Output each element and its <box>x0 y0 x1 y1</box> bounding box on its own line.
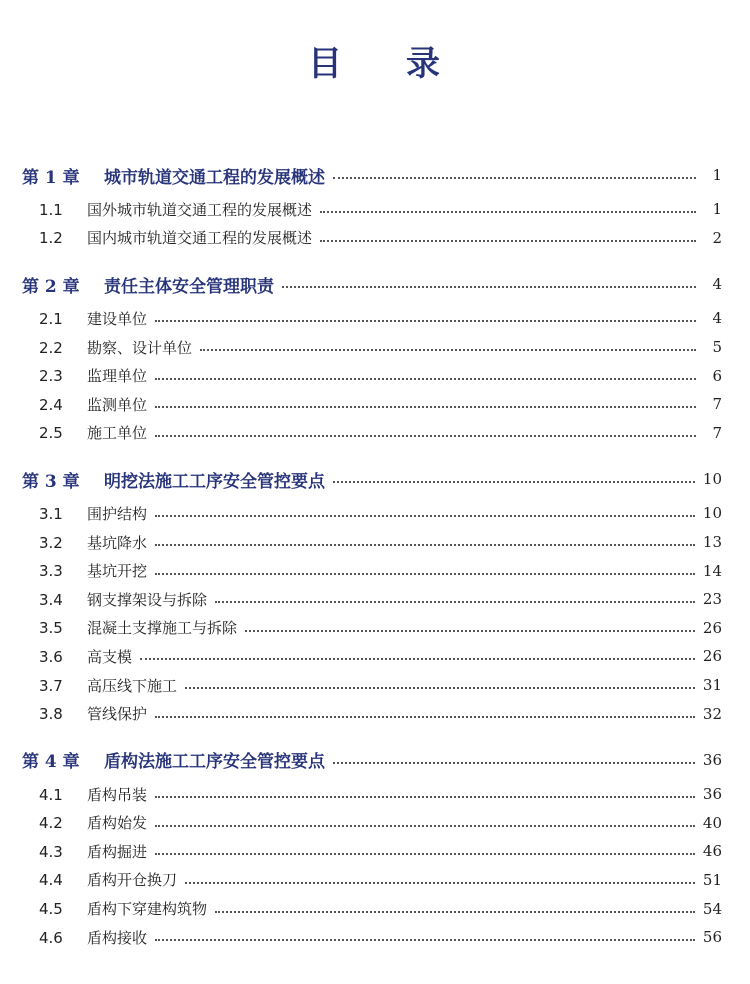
section-entry[interactable] <box>22 304 722 333</box>
section-number: 3.3 <box>39 562 63 581</box>
section-number: 2.5 <box>39 424 63 443</box>
section-entry[interactable] <box>22 780 722 809</box>
section-title: 基坑开挖 <box>87 562 148 581</box>
chapter-label <box>22 163 325 188</box>
section-number: 1.1 <box>39 200 63 219</box>
dot-leader <box>215 911 695 913</box>
section-title: 监测单位 <box>87 395 148 414</box>
section-page-number: 56 <box>702 928 722 947</box>
dot-leader <box>155 796 695 798</box>
section-number: 4.1 <box>39 785 63 804</box>
chapter-title: 城市轨道交通工程的发展概述 <box>104 167 325 188</box>
section-entry[interactable] <box>22 390 722 419</box>
title-char-left: 目 <box>308 44 344 84</box>
section-entry[interactable] <box>22 809 722 838</box>
table-of-contents <box>22 160 722 951</box>
section-entry[interactable] <box>22 837 722 866</box>
section-number: 3.6 <box>39 647 63 666</box>
section-page-number: 51 <box>702 870 722 889</box>
section-entry[interactable] <box>22 556 722 585</box>
page-title <box>0 36 750 85</box>
section-label <box>39 617 237 638</box>
chapter-page-number: 4 <box>712 275 722 294</box>
chapter-label <box>22 272 274 297</box>
section-number: 4.2 <box>39 814 63 833</box>
section-title: 钢支撑架设与拆除 <box>87 590 208 609</box>
section-number: 3.5 <box>39 619 63 638</box>
section-title: 盾构接收 <box>87 928 148 947</box>
section-title: 监理单位 <box>87 367 148 386</box>
section-page-number: 26 <box>702 618 722 637</box>
section-entry[interactable] <box>22 699 722 728</box>
section-title: 混凝土支撑施工与拆除 <box>87 619 238 638</box>
section-page-number: 14 <box>702 561 722 580</box>
section-entry[interactable] <box>22 361 722 390</box>
section-entry[interactable] <box>22 894 722 923</box>
dot-leader <box>333 177 696 179</box>
section-page-number: 4 <box>712 309 722 328</box>
section-title: 围护结构 <box>87 504 148 523</box>
dot-leader <box>200 349 696 351</box>
section-page-number: 6 <box>712 366 722 385</box>
section-entry[interactable] <box>22 923 722 952</box>
dot-leader <box>185 687 695 689</box>
section-entry[interactable] <box>22 333 722 362</box>
section-page-number: 40 <box>702 813 722 832</box>
section-number: 3.7 <box>39 676 63 695</box>
chapter-label <box>22 467 325 492</box>
chapter-title: 盾构法施工工序安全管控要点 <box>104 752 325 773</box>
section-title: 盾构始发 <box>87 814 148 833</box>
section-label <box>39 532 147 553</box>
section-title: 高压线下施工 <box>87 676 178 695</box>
section-title: 基坑降水 <box>87 533 148 552</box>
title-char-right: 录 <box>406 44 442 84</box>
section-page-number: 2 <box>712 228 722 247</box>
section-page-number: 7 <box>712 395 722 414</box>
section-entry[interactable] <box>22 419 722 448</box>
section-entry[interactable] <box>22 499 722 528</box>
chapter-entry[interactable] <box>22 269 722 299</box>
chapter-number: 第 1 章 <box>22 167 80 188</box>
chapter-label <box>22 747 325 772</box>
dot-leader <box>155 716 695 718</box>
section-entry[interactable] <box>22 614 722 643</box>
section-label <box>39 675 177 696</box>
section-entry[interactable] <box>22 671 722 700</box>
section-entry[interactable] <box>22 528 722 557</box>
section-label <box>39 337 192 358</box>
section-number: 2.2 <box>39 338 63 357</box>
section-title: 盾构掘进 <box>87 842 148 861</box>
dot-leader <box>155 378 696 380</box>
section-label <box>39 869 177 890</box>
section-label <box>39 646 132 667</box>
chapter-number: 第 3 章 <box>22 471 80 492</box>
section-title: 勘察、设计单位 <box>87 338 193 357</box>
section-label <box>39 365 147 386</box>
dot-leader <box>155 573 695 575</box>
chapter-entry[interactable] <box>22 464 722 494</box>
section-label <box>39 560 147 581</box>
section-label <box>39 227 312 248</box>
section-title: 管线保护 <box>87 705 148 724</box>
section-number: 1.2 <box>39 229 63 248</box>
section-page-number: 31 <box>702 676 722 695</box>
section-entry[interactable] <box>22 224 722 253</box>
section-number: 4.6 <box>39 928 63 947</box>
section-label <box>39 898 207 919</box>
section-entry[interactable] <box>22 585 722 614</box>
dot-leader <box>245 630 695 632</box>
section-title: 国外城市轨道交通工程的发展概述 <box>87 200 313 219</box>
section-number: 4.3 <box>39 842 63 861</box>
dot-leader <box>333 481 695 483</box>
section-number: 4.5 <box>39 900 63 919</box>
section-page-number: 54 <box>702 899 722 918</box>
section-number: 3.1 <box>39 504 63 523</box>
section-number: 2.1 <box>39 309 63 328</box>
chapter-page-number: 36 <box>702 750 722 769</box>
chapter-entry[interactable] <box>22 745 722 775</box>
dot-leader <box>185 882 695 884</box>
section-page-number: 23 <box>702 590 722 609</box>
section-number: 4.4 <box>39 871 63 890</box>
dot-leader <box>320 240 696 242</box>
section-title: 盾构吊装 <box>87 785 148 804</box>
section-number: 2.3 <box>39 367 63 386</box>
chapter-title: 明挖法施工工序安全管控要点 <box>104 471 325 492</box>
section-label <box>39 199 312 220</box>
section-entry[interactable] <box>22 866 722 895</box>
section-label <box>39 503 147 524</box>
section-entry[interactable] <box>22 195 722 224</box>
chapter-page-number: 1 <box>712 166 722 184</box>
dot-leader <box>282 286 696 288</box>
section-title: 施工单位 <box>87 424 148 443</box>
section-page-number: 36 <box>702 785 722 804</box>
dot-leader <box>155 825 695 827</box>
section-title: 盾构下穿建构筑物 <box>87 900 208 919</box>
section-title: 国内城市轨道交通工程的发展概述 <box>87 229 313 248</box>
section-page-number: 46 <box>702 842 722 861</box>
section-label <box>39 422 147 443</box>
chapter-number: 第 2 章 <box>22 276 80 297</box>
section-label <box>39 703 147 724</box>
section-label <box>39 784 147 805</box>
section-label <box>39 308 147 329</box>
section-title: 盾构开仓换刀 <box>87 871 178 890</box>
dot-leader <box>333 762 695 764</box>
chapter-entry[interactable] <box>22 160 722 190</box>
section-number: 3.8 <box>39 705 63 724</box>
section-number: 3.4 <box>39 590 63 609</box>
dot-leader <box>155 406 696 408</box>
dot-leader <box>155 939 695 941</box>
section-label <box>39 394 147 415</box>
dot-leader <box>155 435 696 437</box>
section-page-number: 5 <box>712 338 722 357</box>
section-label <box>39 589 207 610</box>
section-page-number: 10 <box>702 504 722 523</box>
section-label <box>39 927 147 948</box>
dot-leader <box>155 320 696 322</box>
dot-leader <box>215 601 695 603</box>
section-page-number: 26 <box>702 647 722 666</box>
section-label <box>39 841 147 862</box>
section-page-number: 32 <box>702 704 722 723</box>
section-title: 建设单位 <box>87 309 148 328</box>
dot-leader <box>140 658 695 660</box>
dot-leader <box>155 515 695 517</box>
chapter-number: 第 4 章 <box>22 752 80 773</box>
dot-leader <box>155 544 695 546</box>
section-title: 高支模 <box>87 647 133 666</box>
section-page-number: 13 <box>702 533 722 552</box>
section-page-number: 1 <box>712 200 722 219</box>
dot-leader <box>155 853 695 855</box>
section-page-number: 7 <box>712 423 722 442</box>
dot-leader <box>320 211 696 213</box>
section-entry[interactable] <box>22 642 722 671</box>
chapter-title: 责任主体安全管理职责 <box>104 276 274 297</box>
section-number: 2.4 <box>39 395 63 414</box>
chapter-page-number: 10 <box>702 470 722 489</box>
section-label <box>39 812 147 833</box>
section-number: 3.2 <box>39 533 63 552</box>
